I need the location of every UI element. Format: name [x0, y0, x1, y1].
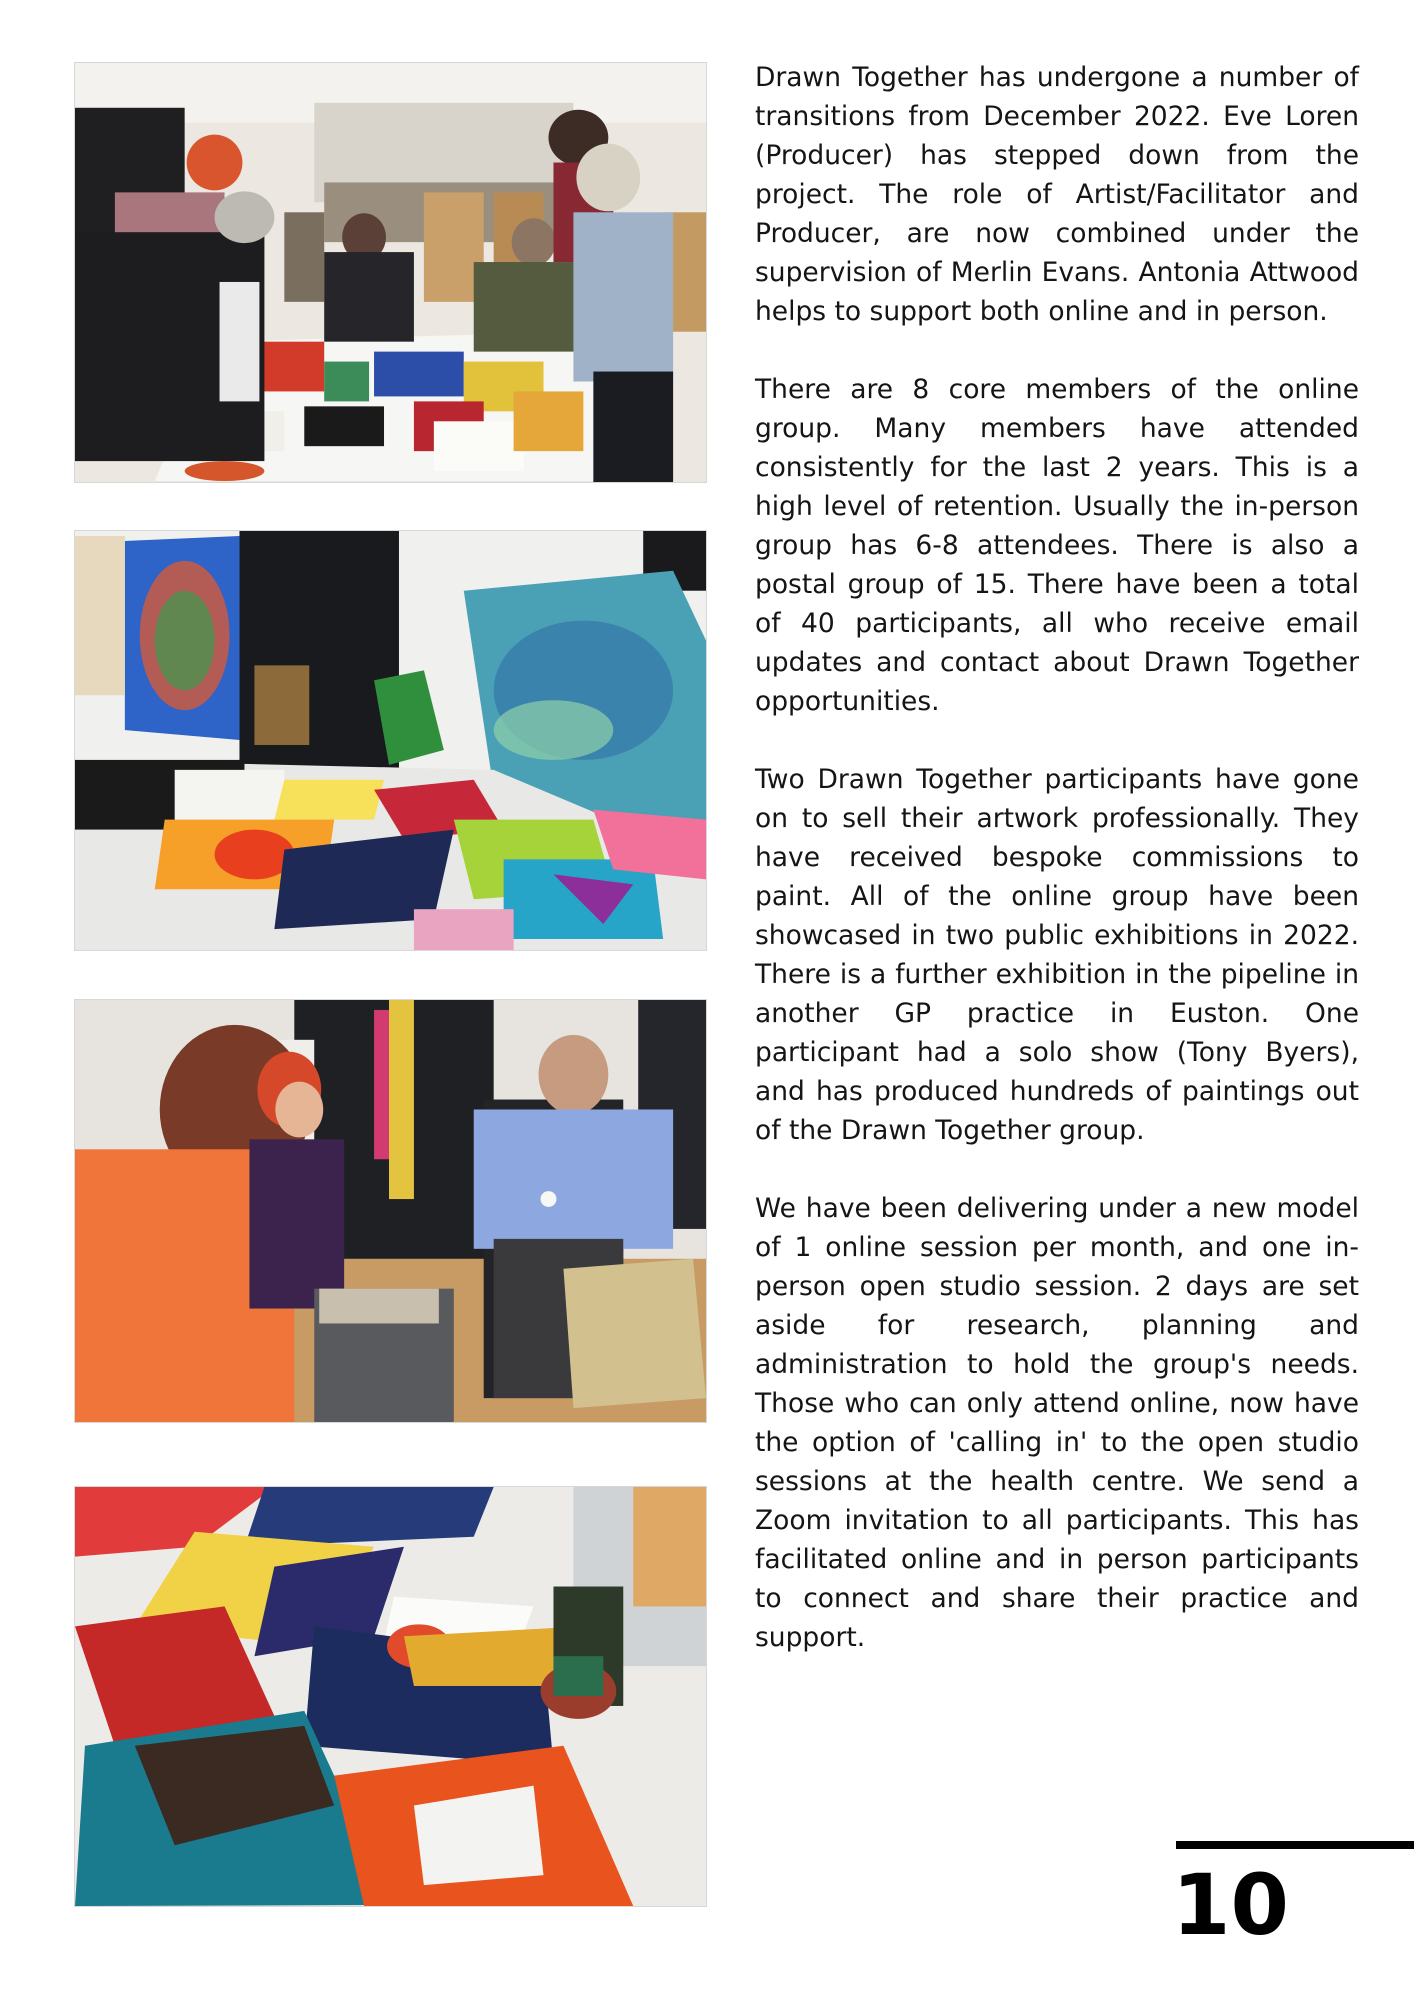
photo-artworks-on-table-illustration	[75, 531, 706, 950]
paragraph-delivery-model: We have been delivering under a new model of 1 online session per month, and one in-person open studio session. 2 days are set aside for research, planning and administration to hold the group's needs. Those who can only attend online, now have the option of 'calling in' to the open studio sessions at the health centre. We send a Zoom invitation to all participants. This has facilitated online and in person participants to connect and share their practice and support.	[755, 1193, 1359, 1653]
page-number-rule	[1176, 1841, 1414, 1849]
photo-paintings-on-table	[74, 1486, 707, 1907]
photo-paintings-on-table-illustration	[75, 1487, 706, 1906]
body-text-column	[755, 58, 1359, 1696]
paragraph-membership: There are 8 core members of the online group. Many members have attended consistently for the last 2 years. This is a high level of retention. Usually the in-person group has 6-8 attendees. There is also a postal group of 15. There have been a total of 40 participants, all who receive email updates and contact about Drawn Together opportunities.	[755, 374, 1359, 717]
photo-participants-talking-illustration	[75, 1000, 706, 1422]
photo-group-at-art-table	[74, 62, 707, 483]
photo-participants-talking	[74, 999, 707, 1423]
paragraph-transitions: Drawn Together has undergone a number of transitions from December 2022. Eve Loren (Producer) has stepped down from the project. The role of Artist/Facilitator and Producer, are now combined under the supervision of Merlin Evans. Antonia Attwood helps to support both online and in person.	[755, 62, 1359, 327]
photo-group-at-art-table-illustration	[75, 63, 706, 482]
page-number: 10	[1172, 1856, 1289, 1954]
paragraph-achievements: Two Drawn Together participants have gone on to sell their artwork professionally. They have received bespoke commissions to paint. All of the online group have been showcased in two public exhibitions in 2022. There is a further exhibition in the pipeline in another GP practice in Euston. One participant had a solo show (Tony Byers), and has produced hundreds of paintings out of the Drawn Together group.	[755, 764, 1359, 1146]
photo-artworks-on-table	[74, 530, 707, 951]
